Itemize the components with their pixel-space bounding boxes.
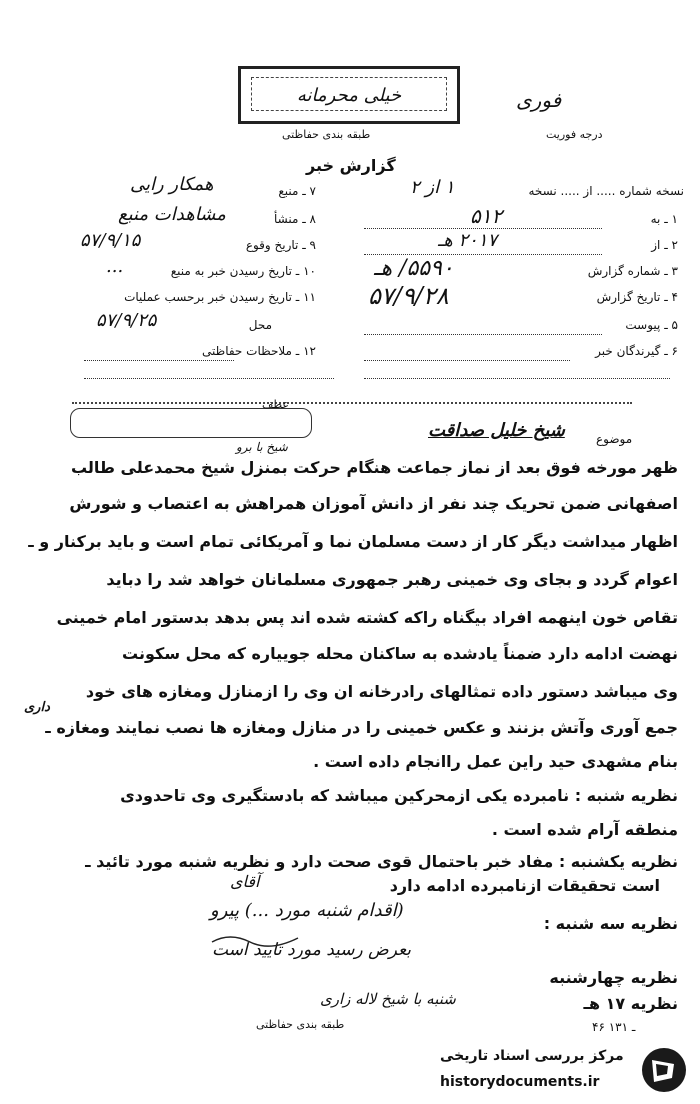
handwritten-note-monday: آقای [230,872,260,891]
security-notes-label: ۱۲ ـ ملاحظات حفاظتی [202,344,316,358]
attachment-line [364,334,602,335]
body-line: جمع آوری وآتش بزنند و عکس خمینی را در منازل ومغازه ها نصب نمایند ومغازه ـ [45,718,678,737]
reference-box [70,408,312,438]
body-line: وی میباشد دستور داده تمثالهای رادرخانه ان وی را ازمنازل ومغازه های خود [85,682,678,701]
field-to-value: ۵۱۲ [470,204,503,228]
body-line: بنام مشهدی حید راین عمل راانجام داده است . [313,752,678,771]
body-line: نهضت ادامه دارد ضمناً یادشده به ساکنان محله جوییاره که محل سکونت [122,644,678,663]
recipients-line [364,360,570,361]
operation-date-label: ۱۱ ـ تاریخ رسیدن خبر برحسب عملیات [124,290,316,304]
classification-stamp [238,66,460,124]
origin-value: مشاهدات منبع [118,204,226,225]
occurrence-date-value: ۵۷/۹/۱۵ [80,230,141,251]
priority-value: فوری [516,88,562,112]
body-line: نظریه چهارشنبه [549,968,678,987]
stamp-text: خیلی محرمانه [251,77,447,111]
handwritten-note-tuesday: (اقدام شنبه مورد ...) پیرو [210,900,404,921]
field-to-line [364,228,602,229]
body-line: منطقه آرام شده است . [491,820,678,839]
margin-note: شیخ با برو [236,440,288,454]
body-line: نظریه شنبه : نامبرده یکی ازمحرکین میباشد که بادستگیری وی تاحدودی [120,786,678,805]
handwritten-note-wednesday: بعرض رسید مورد تایید است [212,940,412,960]
body-insert: داری [24,700,50,715]
body-line: نظریه سه شنبه : [543,914,678,933]
handwritten-signature: شنبه با شیخ لاله زاری [320,990,456,1008]
news-to-source-date-label: ۱۰ ـ تاریخ رسیدن خبر به منبع [170,264,316,278]
security-notes-line-2 [84,378,334,379]
news-to-source-date-value: ... [106,256,124,277]
location-value: ۵۷/۹/۲۵ [96,310,157,331]
field-from-value: ۲۰۱۷ هـ [438,230,498,251]
occurrence-date-label: ۹ ـ تاریخ وقوع [245,238,316,252]
subject-value: شیخ خلیل صداقت [428,420,565,441]
location-label: محل [248,318,272,332]
signature-scribble [210,930,300,950]
section-divider [72,402,632,404]
footer-classification-caption: طبقه بندی حفاظتی [256,1018,345,1031]
report-date-value: ۵۷/۹/۲۸ [368,282,449,310]
report-number-value: ۵۵۹۰/ هـ [374,256,454,281]
recipients-line-2 [364,378,670,379]
field-from-label: ۲ ـ از [651,238,678,252]
security-notes-line [84,360,234,361]
attachment-label: ۵ ـ پیوست [625,318,678,332]
report-number-label: ۳ ـ شماره گزارش [587,264,678,278]
copy-number-value: ۱ از ۲ [410,177,455,198]
source-value: همکار رایی [130,174,214,195]
origin-label: ۸ ـ منشأ [273,212,316,226]
subject-label: موضوع [596,432,633,446]
body-line: تقاص خون اینهمه افراد بیگناه راکه کشته شده اند پس بدهد بدستور امام خمینی [56,608,678,627]
source-label: ۷ ـ منبع [278,184,316,198]
brand-url[interactable]: historydocuments.ir [440,1074,600,1090]
body-line: ظهر مورخه فوق بعد از نماز جماعت هنگام حرکت بمنزل شیخ محمدعلی طالب [70,458,678,477]
body-line: نظریه ۱۷ هـ [583,994,678,1013]
copy-number-label: نسخه شماره ..... از ..... نسخه [528,184,684,198]
body-line: اعوام گردد و بجای وی خمینی رهبر جمهوری مسلمانان خواهد شد را دباید [106,570,678,589]
field-to-label: ۱ ـ به [650,212,678,226]
body-line: نظریه یکشنبه : مفاد خبر باحتمال قوی صحت دارد و نظریه شنبه مورد تائید ـ [85,852,678,871]
recipients-label: ۶ ـ گیرندگان خبر [595,344,678,358]
report-date-label: ۴ ـ تاریخ گزارش [596,290,678,304]
classification-caption: طبقه بندی حفاظتی [282,128,371,141]
reference-label: عطف [262,398,289,411]
footer-code: ۴۶ ـ ۱۳۱ [592,1020,636,1034]
body-line: است تحقیقات ازنامبرده ادامه دارد [389,876,660,895]
brand-title: مرکز بررسی اسناد تاریخی [440,1048,624,1064]
body-line: اصفهانی ضمن تحریک چند نفر از دانش آموزان همراهش به اعتصاب و شورش [69,494,678,513]
priority-label: درجه فوریت [546,128,603,141]
field-from-line [364,254,602,255]
report-title: گزارش خبر [306,156,396,175]
body-line: اظهار میداشت دیگر کار از دست مسلمان نما و آمریکائی تمام است و باید برکنار و ـ [28,532,678,551]
